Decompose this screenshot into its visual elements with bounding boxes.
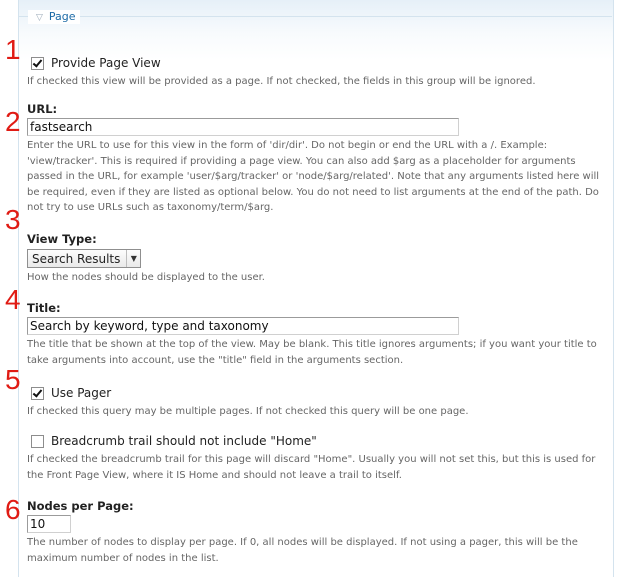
view-type-selected[interactable]: Search Results (32, 251, 121, 266)
use-pager-description: If checked this query may be multiple pages. If not checked this query will be one page. (27, 406, 469, 417)
url-label: URL: (27, 102, 58, 116)
view-type-field (27, 232, 602, 286)
url-field (27, 102, 602, 216)
url-input[interactable]: fastsearch (27, 118, 459, 136)
breadcrumb-field (27, 432, 602, 483)
breadcrumb-checkbox[interactable] (31, 435, 44, 448)
breadcrumb-row[interactable] (27, 432, 602, 450)
title-field (27, 301, 602, 368)
nodes-per-page-description: The number of nodes to display per page. If 0, all nodes will be displayed. If not using a pager, this will be the maximum number of nodes in the list. (27, 537, 578, 564)
step-marker-1: 1 (5, 34, 21, 65)
provide-page-description: If checked this view will be provided as a page. If not checked, the fields in this group will be ignored. (27, 76, 536, 87)
dropdown-arrow-icon[interactable]: ▼ (126, 250, 140, 267)
step-marker-4: 4 (5, 284, 21, 315)
view-type-select[interactable] (27, 249, 141, 268)
provide-page-label[interactable]: Provide Page View (51, 56, 161, 70)
title-input[interactable]: Search by keyword, type and taxonomy (27, 317, 459, 335)
collapse-triangle-icon[interactable]: ▽ (36, 13, 43, 23)
provide-page-row[interactable] (27, 54, 602, 72)
fieldset-legend[interactable] (28, 10, 80, 24)
nodes-per-page-field (27, 499, 602, 566)
nodes-per-page-input[interactable]: 10 (27, 515, 71, 533)
nodes-per-page-label: Nodes per Page: (27, 499, 134, 513)
fieldset-border (18, 16, 612, 17)
use-pager-checkbox[interactable] (31, 387, 44, 400)
step-marker-2: 2 (5, 106, 21, 137)
step-marker-6: 6 (5, 494, 21, 525)
url-description: Enter the URL to use for this view in the form of 'dir/dir'. Do not begin or end the URL with a /. Example: 'view/tracker'. This is required if providing a page view. You can also add $arg as a placeholder for arguments passed in the URL, for example 'user/$arg/tracker' or 'node/$arg/related'. Note that any arguments listed here will be required, even if they are listed as optional below. You do not need to list arguments at the end of the path. Do not try to use URLs such as taxonomy/term/$arg. (27, 140, 600, 213)
fieldset-legend-label[interactable]: Page (48, 10, 76, 23)
step-marker-3: 3 (5, 204, 21, 235)
view-type-description: How the nodes should be displayed to the user. (27, 272, 265, 283)
title-label: Title: (27, 301, 61, 315)
breadcrumb-label[interactable]: Breadcrumb trail should not include "Home" (51, 434, 317, 448)
step-marker-5: 5 (5, 364, 21, 395)
provide-page-checkbox[interactable] (31, 57, 44, 70)
use-pager-label[interactable]: Use Pager (51, 386, 112, 400)
view-type-label: View Type: (27, 232, 97, 246)
breadcrumb-description: If checked the breadcrumb trail for this page will discard "Home". Usually you will not set this, but this is used for the Front Page View, where it IS Home and should not leave a trail to itself. (27, 454, 596, 481)
title-description: The title that be shown at the top of the view. May be blank. This title ignores arguments; if you want your title to take arguments into account, use the "title" field in the arguments section. (27, 339, 597, 366)
use-pager-field (27, 384, 602, 420)
provide-page-field (27, 54, 602, 90)
use-pager-row[interactable] (27, 384, 602, 402)
